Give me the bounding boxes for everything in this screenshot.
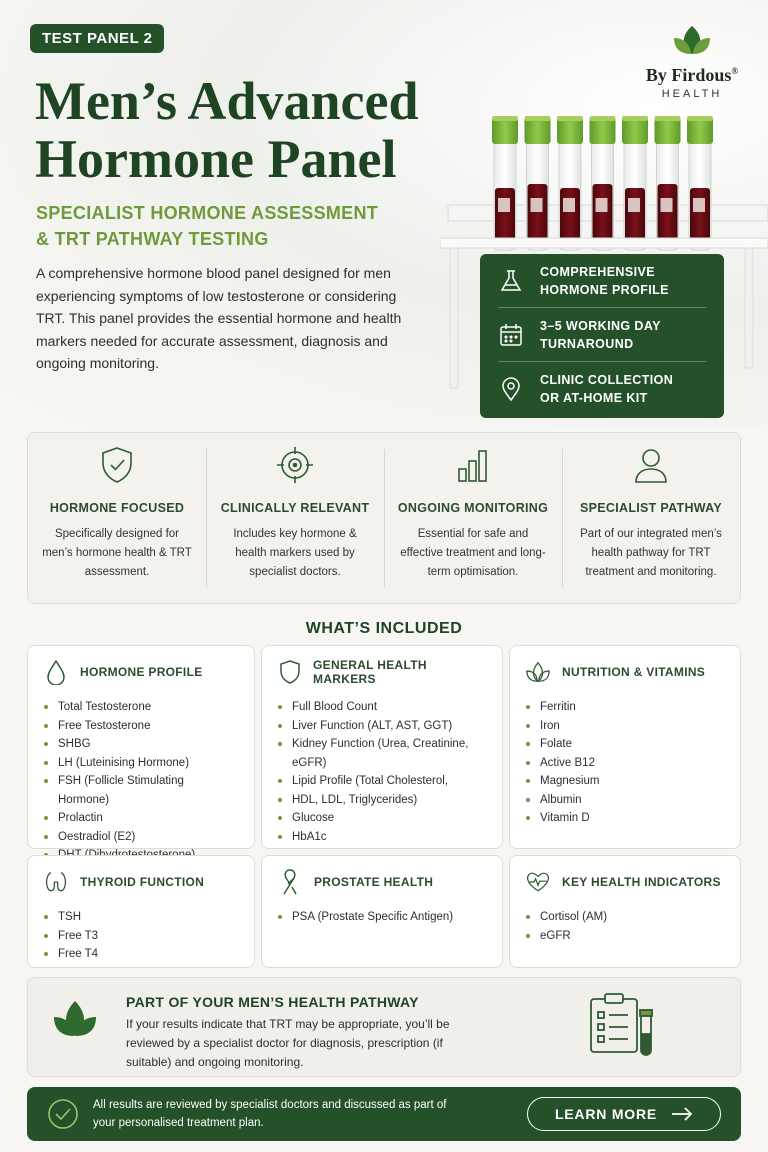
footer-text: All results are reviewed by specialist doctors and discussed as part of your personalised treatment plan.: [93, 1099, 447, 1129]
arrow-right-icon: [671, 1107, 693, 1121]
flask-icon: [498, 268, 524, 294]
thyroid-icon: [44, 868, 68, 896]
card-list: [44, 698, 238, 865]
blood-tube: [492, 116, 518, 250]
person-icon: [633, 445, 669, 485]
list-item: Prolactin: [44, 809, 238, 828]
list-item: Lipid Profile (Total Cholesterol,: [278, 772, 486, 791]
feature-line: 3–5 WORKING DAY: [540, 318, 661, 333]
blood-tube: [622, 116, 648, 250]
card-key-health-indicators: [509, 855, 741, 968]
card-title: KEY HEALTH INDICATORS: [562, 875, 721, 889]
card-list: [278, 698, 486, 846]
list-item: Free Testosterone: [44, 717, 238, 736]
card-list: [526, 698, 724, 828]
card-title: GENERAL HEALTH MARKERS: [313, 658, 427, 686]
ribbon-icon: [278, 868, 302, 896]
bar-chart-icon: [455, 445, 491, 485]
shield-check-icon: [99, 445, 135, 485]
pillar-heading: HORMONE FOCUSED: [49, 501, 185, 515]
card-list: [526, 908, 724, 945]
blood-tube: [557, 116, 583, 250]
list-item: PSA (Prostate Specific Antigen): [278, 908, 486, 927]
feature-text: [540, 317, 661, 353]
feature-row-turnaround: [498, 308, 706, 362]
pillar-heading: SPECIALIST PATHWAY: [580, 501, 722, 515]
brand-logo[interactable]: [642, 24, 742, 100]
intro-paragraph: A comprehensive hormone blood panel designed for men experiencing symptoms of low testosterone or considering TRT. This panel provides the essential hormone and health markers needed for accurate assessment, diagnosis and ongoing monitoring.: [36, 265, 402, 371]
target-icon: [275, 445, 315, 485]
shield-icon: [279, 659, 301, 685]
pillar-text: Specifically designed for men’s hormone health & TRT assessment.: [42, 528, 192, 578]
feature-row-profile: [498, 254, 706, 308]
card-header: [44, 868, 238, 896]
card-title: PROSTATE HEALTH: [314, 875, 434, 889]
list-item: FSH (Follicle Stimulating Hormone): [44, 772, 238, 809]
leaf-icon: [52, 998, 98, 1038]
list-item: Folate: [526, 735, 724, 754]
card-title: NUTRITION & VITAMINS: [562, 665, 706, 679]
feature-line: TURNAROUND: [540, 336, 634, 351]
list-item: eGFR: [526, 927, 724, 946]
check-circle-icon: [47, 1098, 79, 1130]
title-line-2: Hormone Panel: [35, 129, 397, 189]
location-pin-icon: [498, 376, 524, 402]
blood-tube: [525, 116, 551, 250]
list-item: HbA1c: [278, 828, 486, 847]
pillar-specialist-pathway: [562, 433, 740, 603]
card-header: [526, 868, 724, 896]
test-panel-badge: TEST PANEL 2: [30, 24, 164, 53]
pillar-text: Part of our integrated men’s health pathway for TRT treatment and monitoring.: [580, 528, 722, 578]
blood-tube: [590, 116, 616, 250]
learn-more-label: LEARN MORE: [554, 1106, 658, 1122]
feature-text: [540, 371, 673, 407]
logo-registered-mark: ®: [731, 66, 739, 76]
learn-more-button[interactable]: [527, 1097, 721, 1131]
list-item: Ferritin: [526, 698, 724, 717]
card-nutrition-vitamins: [509, 645, 741, 849]
pillar-text: Includes key hormone & health markers used by specialist doctors.: [233, 528, 357, 578]
list-item: Full Blood Count: [278, 698, 486, 717]
benefit-pillars: [27, 432, 741, 604]
calendar-icon: [498, 322, 524, 348]
pillar-clinically-relevant: [206, 433, 384, 603]
feature-line: HORMONE PROFILE: [540, 282, 669, 297]
heart-pulse-icon: [526, 869, 550, 895]
list-item: SHBG: [44, 735, 238, 754]
pathway-text: If your results indicate that TRT may be appropriate, you’ll be reviewed by a specialist doctor for diagnosis, prescription (if suitable) and ongoing monitoring.: [126, 1017, 450, 1069]
card-header: [526, 658, 724, 686]
clipboard-icon: [588, 992, 640, 1054]
pathway-banner: [27, 977, 741, 1077]
feature-line: COMPREHENSIVE: [540, 264, 655, 279]
card-thyroid-function: [27, 855, 255, 968]
feature-row-collection: [498, 362, 706, 416]
list-item: Glucose: [278, 809, 486, 828]
pillar-ongoing-monitoring: [384, 433, 562, 603]
list-item: Kidney Function (Urea, Creatinine, eGFR): [278, 735, 486, 772]
logo-subtext: HEALTH: [661, 88, 723, 100]
subtitle-line-1: SPECIALIST HORMONE ASSESSMENT: [36, 203, 379, 223]
list-item: TSH: [44, 908, 238, 927]
page-subtitle: [36, 200, 436, 252]
feature-line: CLINIC COLLECTION: [540, 373, 674, 387]
list-item: Free T3: [44, 927, 238, 946]
blood-tube: [687, 116, 713, 250]
pillar-heading: CLINICALLY RELEVANT: [220, 501, 370, 515]
logo-brand-text: [642, 65, 742, 86]
leaf-icon: [526, 659, 550, 685]
list-item: Cortisol (AM): [526, 908, 724, 927]
feature-text: [540, 263, 669, 299]
drop-icon: [46, 659, 66, 685]
card-title: THYROID FUNCTION: [80, 875, 205, 889]
leaf-logo-icon: [672, 24, 712, 56]
subtitle-line-2: & TRT PATHWAY TESTING: [36, 229, 269, 249]
card-header: [44, 658, 238, 686]
card-list: [44, 908, 238, 964]
feature-summary-box: [480, 254, 724, 418]
test-tube-icon: [638, 1008, 654, 1056]
feature-line: OR AT-HOME KIT: [540, 391, 648, 405]
list-item: LH (Luteinising Hormone): [44, 754, 238, 773]
card-header: [278, 868, 486, 896]
card-prostate-health: [261, 855, 503, 968]
blood-tube: [655, 116, 681, 250]
list-item: Vitamin D: [526, 809, 724, 828]
list-item: Magnesium: [526, 772, 724, 791]
list-item: Iron: [526, 717, 724, 736]
pillar-heading: ONGOING MONITORING: [397, 501, 549, 515]
card-list: [278, 908, 486, 927]
pillar-text: Essential for safe and effective treatment and long-term optimisation.: [400, 528, 546, 578]
list-item: Total Testosterone: [44, 698, 238, 717]
card-title: HORMONE PROFILE: [80, 665, 203, 679]
pillar-hormone-focused: [28, 433, 206, 603]
list-item: Free T4: [44, 945, 238, 964]
logo-brand-name: By Firdous: [645, 65, 732, 85]
whats-included-heading: WHAT’S INCLUDED: [305, 620, 463, 637]
pathway-heading: PART OF YOUR MEN’S HEALTH PATHWAY: [126, 994, 419, 1010]
card-general-health: [261, 645, 503, 849]
card-header: [278, 658, 486, 686]
footer-bar: [27, 1087, 741, 1141]
card-hormone-profile: [27, 645, 255, 849]
list-item: Albumin: [526, 791, 724, 810]
list-item: Active B12: [526, 754, 724, 773]
page-title: [35, 72, 455, 188]
list-item: Liver Function (ALT, AST, GGT): [278, 717, 486, 736]
title-line-1: Men’s Advanced: [35, 71, 419, 131]
list-item: HDL, LDL, Triglycerides): [278, 791, 486, 810]
list-item: Oestradiol (E2): [44, 828, 238, 847]
